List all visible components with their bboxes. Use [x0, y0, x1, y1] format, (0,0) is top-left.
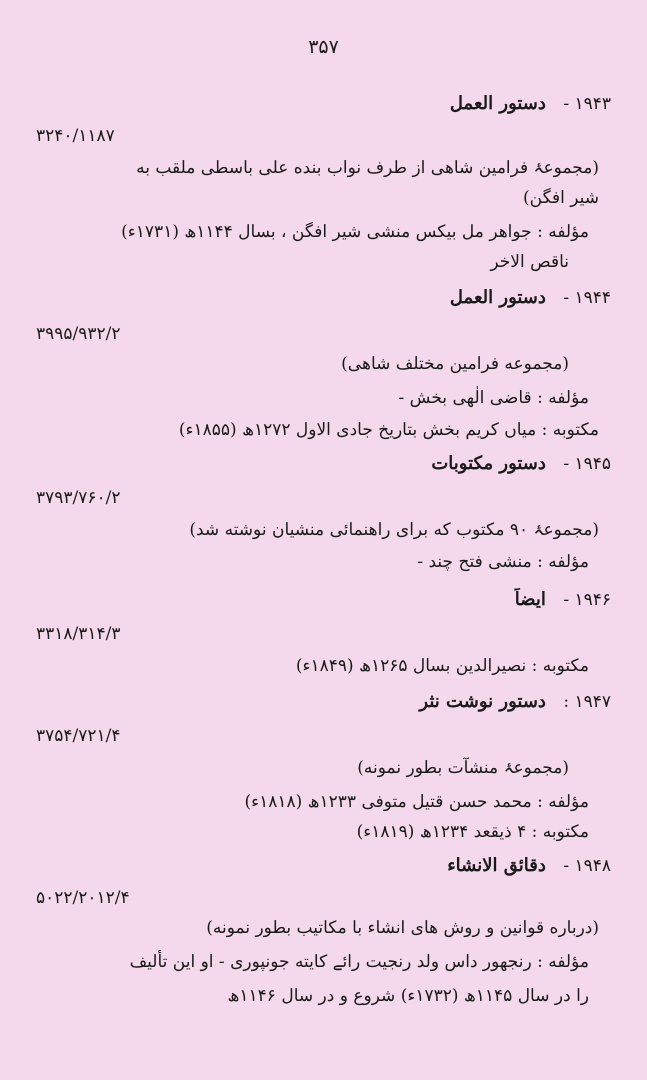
entry-field: مؤلفه : رنجهور داس ولد رنجیت رائے کایته جونپوری - او این تألیف [129, 952, 589, 972]
entry-heading [30, 452, 611, 476]
entry-field: مؤلفه : جواهر مل بیکس منشی شیر افگن ، بسال ۱۱۴۴ھ (۱۷۳۱ء) [121, 222, 589, 242]
entry-field: مؤلفه : محمد حسن قتیل متوفی ۱۲۳۳ھ (۱۸۱۸ء) [244, 792, 589, 812]
entry-heading [30, 92, 611, 116]
entry-field: مکتوبه : میاں کریم بخش بتاریخ جادی الاول ۱۲۷۲ھ (۱۸۵۵ء) [178, 420, 599, 440]
entry-title: دستور العمل [449, 93, 546, 114]
entry-description: (درباره قوانین و روش های انشاء با مکاتیب بطور نمونه) [206, 918, 599, 938]
entry-number: ۱۹۴۸ - [563, 856, 611, 876]
entry-field: ناقص الاخر [490, 252, 569, 272]
entry-field: مؤلفه : منشی فتح چند - [417, 552, 589, 572]
entry-description: (مجموعۂ ۹۰ مکتوب که برای راهنمائی منشیان نوشته شد) [189, 520, 599, 540]
entry-number: ۱۹۴۵ - [563, 454, 611, 474]
entry-number: ۱۹۴۴ - [563, 288, 611, 308]
entry-reference: ۳۷۵۴/۷۲۱/۴ [36, 726, 121, 746]
entry-reference: ۳۲۴۰/۱۱۸۷ [36, 126, 115, 146]
entry-heading [30, 854, 611, 878]
entry-heading [30, 690, 611, 714]
entry-reference: ۵۰۲۲/۲۰۱۲/۴ [36, 888, 130, 908]
entry-field: مؤلفه : قاضی الٰهی بخش - [398, 388, 589, 408]
entry-number: ۱۹۴۳ - [563, 94, 611, 114]
entry-number: ۱۹۴۶ - [563, 590, 611, 610]
entry-number: ۱۹۴۷ : [563, 692, 611, 712]
entry-title: دستور مکتوبات [431, 453, 546, 474]
entry-title: دقائق الانشاء [447, 855, 546, 876]
entry-field: را در سال ۱۱۴۵ھ (۱۷۳۲ء) شروع و در سال ۱۱۴۶ھ [227, 986, 589, 1006]
entry-reference: ۳۳۱۸/۳۱۴/۳ [36, 624, 121, 644]
entry-description: (مجموعۂ منشآت بطور نمونه) [357, 758, 569, 778]
entry-field: مکتوبه : ۴ ذیقعد ۱۲۳۴ھ (۱۸۱۹ء) [356, 822, 589, 842]
entry-field: مکتوبه : نصیرالدین بسال ۱۲۶۵ھ (۱۸۴۹ء) [295, 656, 589, 676]
entry-reference: ۳۹۹۵/۹۳۲/۲ [36, 324, 121, 344]
entry-title: ایضاً [514, 589, 546, 610]
entry-description: (مجموعه فرامین مختلف شاهی) [341, 354, 569, 374]
entry-title: دستور العمل [449, 287, 546, 308]
entry-description: شیر افگن) [523, 188, 599, 208]
entry-description: (مجموعۂ فرامین شاهی از طرف نواب بنده علی باسطی ملقب به [136, 158, 599, 178]
entry-heading [30, 286, 611, 310]
entry-heading [30, 588, 611, 612]
page-number: ۳۵۷ [308, 36, 339, 58]
entry-title: دستور نوشت نثر [419, 691, 546, 712]
entry-reference: ۳۷۹۳/۷۶۰/۲ [36, 488, 121, 508]
